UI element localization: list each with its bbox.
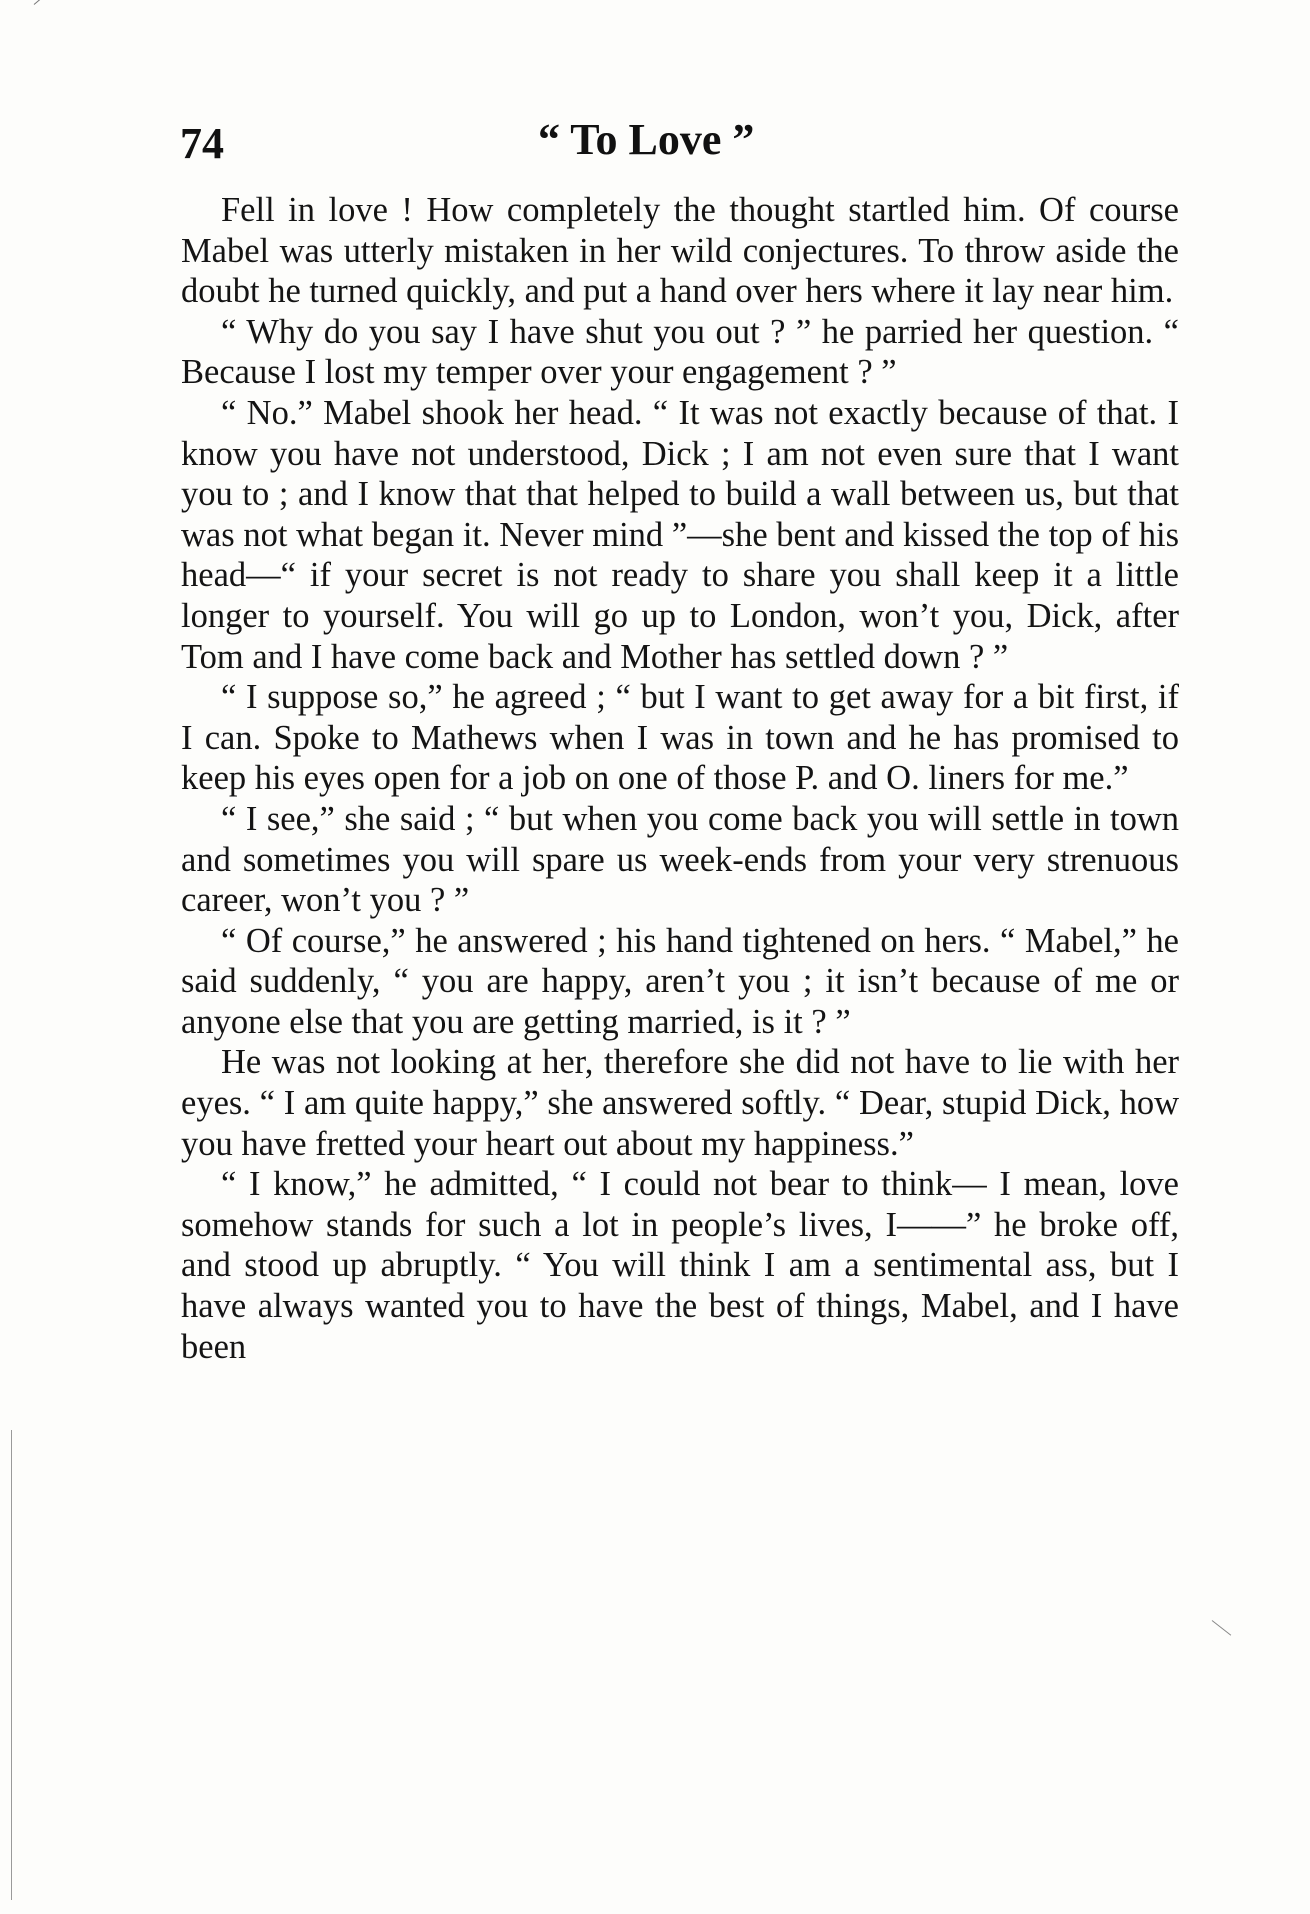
paragraph: “ Of course,” he answered ; his hand tightened on hers. “ Mabel,” he said suddenly, “ you are happy, aren’t you ; it isn’t because of me or anyone else that you are getting married, is it ? ” xyxy=(181,921,1179,1041)
paragraph: “ I see,” she said ; “ but when you come back you will settle in town and sometimes you will spare us week-ends from your very strenuous career, won’t you ? ” xyxy=(181,799,1179,920)
paragraph: He was not looking at her, therefore she did not have to lie with her eyes. “ I am quite happy,” she answered softly. “ Dear, stupid Dick, how you have fretted your heart out about my happiness.” xyxy=(181,1043,1179,1163)
paragraph: “ I know,” he admitted, “ I could not bear to think— I mean, love somehow stands for such a lot in people’s lives, I——” he broke off, and stood up abruptly. “ You will think I am a sentimental ass, but I have always wanted you to have the best of things, Mabel, and I have been xyxy=(181,1165,1179,1366)
paragraph: “ I suppose so,” he agreed ; “ but I want to get away for a bit first, if I can. Spoke to Mathews when I was in town and he has promised to keep his eyes open for a job on one of those P. and O. liners for me.” xyxy=(181,678,1179,798)
scan-mark xyxy=(1212,1620,1232,1636)
binding-edge-line xyxy=(11,1430,12,1900)
paragraph: “ No.” Mabel shook her head. “ It was not exactly because of that. I know you have not understood, Dick ; I am not even sure that I want you to ; and I know that that helped to build a wall between us, but that was not what began it. Never mind ”—she bent and kissed the top of his head—“ if your secret is not ready to share you shall keep it a little longer to yourself. You will go up to London, won’t you, Dick, after Tom and I have come back and Mother has settled down ? ” xyxy=(181,393,1179,676)
page-number: 74 xyxy=(180,119,224,168)
scan-mark xyxy=(34,0,55,5)
paragraph: “ Why do you say I have shut you out ? ” he parried her question. “ Because I lost my temper over your engagement ? ” xyxy=(181,312,1179,392)
page-header xyxy=(180,115,1180,178)
paragraph: Fell in love ! How completely the thought startled him. Of course Mabel was utterly mistaken in her wild conjectures. To throw aside the doubt he turned quickly, and put a hand over hers where it lay near him. xyxy=(181,191,1179,311)
running-title: “ To Love ” xyxy=(538,115,755,164)
body-text xyxy=(181,190,1179,1367)
